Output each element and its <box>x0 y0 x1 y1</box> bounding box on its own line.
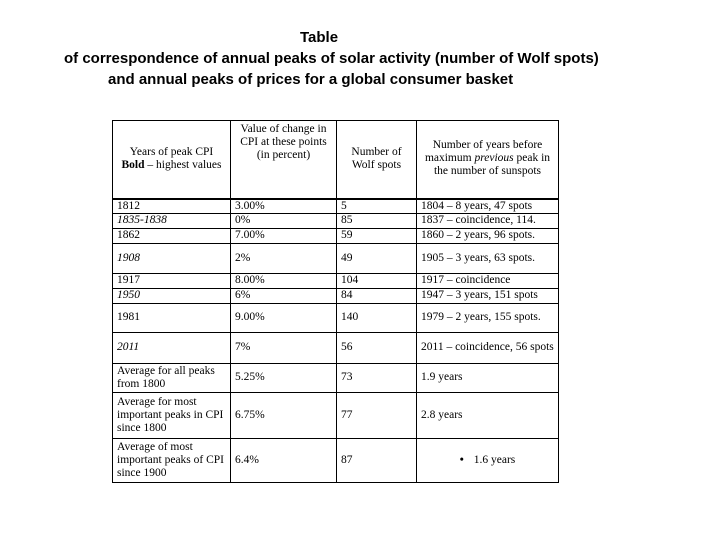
cell-wolf: 85 <box>337 213 417 228</box>
cell-year: 1812 <box>113 199 231 214</box>
table-row <box>113 303 559 332</box>
cell-years-before: 1979 – 2 years, 155 spots. <box>417 303 559 332</box>
summary-row <box>113 363 559 392</box>
summary-row <box>113 392 559 438</box>
cell-years-before: 1.9 years <box>417 363 559 392</box>
cell-wolf: 77 <box>337 392 417 438</box>
table-row <box>113 288 559 303</box>
cell-cpi: 3.00% <box>231 199 337 214</box>
header-years-before: Number of years before maximum previous peak in the number of sunspots <box>417 121 559 199</box>
cell-year: 1950 <box>113 288 231 303</box>
title-line-2: of correspondence of annual peaks of solar activity (number of Wolf spots) <box>64 50 599 67</box>
cell-years-before: 1917 – coincidence <box>417 273 559 288</box>
cell-cpi: 6% <box>231 288 337 303</box>
cell-years-before: 1860 – 2 years, 96 spots. <box>417 228 559 243</box>
cell-wolf: 5 <box>337 199 417 214</box>
cell-wolf: 59 <box>337 228 417 243</box>
cell-wolf: 104 <box>337 273 417 288</box>
header-wolf-spots: Number of Wolf spots <box>337 121 417 199</box>
summary-row <box>113 438 559 482</box>
cell-summary-label: Average for all peaks from 1800 <box>113 363 231 392</box>
table-title <box>0 27 720 90</box>
cell-cpi: 8.00% <box>231 273 337 288</box>
cell-year: 1981 <box>113 303 231 332</box>
cell-cpi: 2% <box>231 243 337 273</box>
cell-years-before: 1905 – 3 years, 63 spots. <box>417 243 559 273</box>
cell-wolf: 49 <box>337 243 417 273</box>
table-row <box>113 273 559 288</box>
cell-year: 1917 <box>113 273 231 288</box>
title-line-1: Table <box>300 29 339 46</box>
title-line-3: and annual peaks of prices for a global consumer basket <box>108 71 514 88</box>
cell-wolf: 73 <box>337 363 417 392</box>
cell-year: 1835-1838 <box>113 213 231 228</box>
cell-year: 1908 <box>113 243 231 273</box>
cell-years-before: 2011 – coincidence, 56 spots <box>417 332 559 363</box>
cell-summary-label: Average for most important peaks in CPI since 1800 <box>113 392 231 438</box>
cell-wolf: 140 <box>337 303 417 332</box>
table-row <box>113 332 559 363</box>
cell-years-before <box>417 438 559 482</box>
header-years-of-peak-cpi: Years of peak CPI Bold – highest values <box>113 121 231 199</box>
bullet-icon: • <box>459 453 464 466</box>
cell-cpi: 9.00% <box>231 303 337 332</box>
cell-cpi: 6.4% <box>231 438 337 482</box>
cell-years-before: 1804 – 8 years, 47 spots <box>417 199 559 214</box>
table-header-row <box>113 121 559 199</box>
cell-cpi: 5.25% <box>231 363 337 392</box>
correspondence-table <box>112 120 559 483</box>
cell-wolf: 84 <box>337 288 417 303</box>
cell-years-before-text: 1.6 years <box>473 453 516 466</box>
cell-wolf: 56 <box>337 332 417 363</box>
table-row <box>113 199 559 214</box>
table-row <box>113 213 559 228</box>
table-row <box>113 243 559 273</box>
cell-summary-label: Average of most important peaks of CPI since 1900 <box>113 438 231 482</box>
cell-years-before: 2.8 years <box>417 392 559 438</box>
cell-wolf: 87 <box>337 438 417 482</box>
cell-cpi: 7.00% <box>231 228 337 243</box>
cell-year: 2011 <box>113 332 231 363</box>
cell-years-before: 1947 – 3 years, 151 spots <box>417 288 559 303</box>
header-cpi-change: Value of change in CPI at these points (in percent) <box>231 121 337 199</box>
cell-cpi: 6.75% <box>231 392 337 438</box>
cell-years-before: 1837 – coincidence, 114. <box>417 213 559 228</box>
cell-year: 1862 <box>113 228 231 243</box>
table-row <box>113 228 559 243</box>
cell-cpi: 0% <box>231 213 337 228</box>
cell-cpi: 7% <box>231 332 337 363</box>
